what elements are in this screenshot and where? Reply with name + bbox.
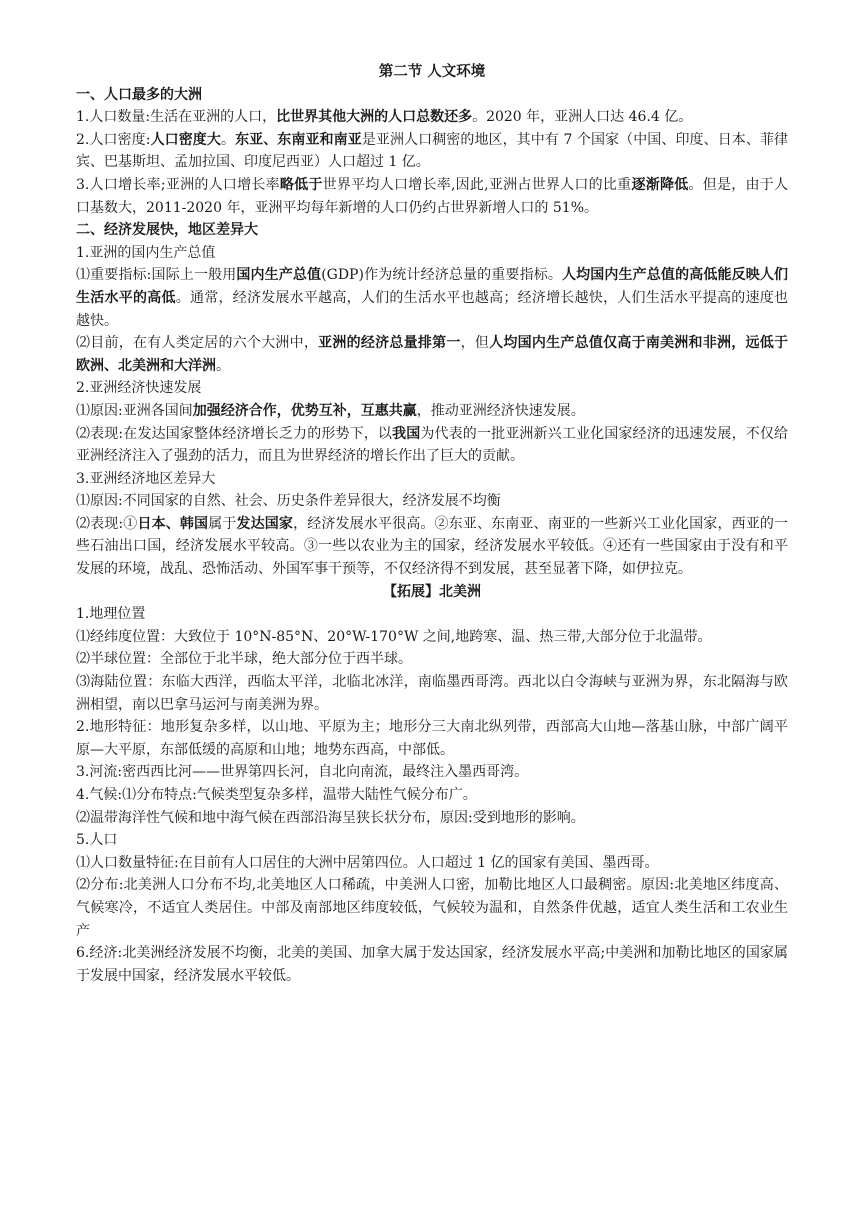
paragraph [76, 129, 788, 174]
paragraph: 3.河流:密西西比河——世界第四长河，自北向南流，最终注入墨西哥湾。 [76, 764, 529, 781]
body-text: 。通常，经济发展水平越高，人们的生活水平也越高；经济增长越快，人们生活水平提高的速度也越快。 [76, 289, 789, 329]
key-point-text: 人均国内生产总值仅高于南美洲和非洲，远低于欧洲、北美洲和大洋洲 [76, 335, 789, 374]
body-text: 1.人口数量:生活在亚洲的人口， [76, 109, 277, 126]
body-text: ，但 [460, 335, 490, 352]
paragraph: 2.地形特征：地形复杂多样，以山地、平原为主；地形分三大南北纵列带，西部高大山地—落基山脉，中部广阔平原—大平原，东部低缓的高原和山地；地势东西高，中部低。 [76, 719, 788, 758]
paragraph [76, 400, 788, 423]
key-point-text: 亚洲的经济总量排第一 [318, 335, 461, 352]
key-point-text: 加强经济合作，优势互补，互惠共赢 [192, 402, 417, 419]
body-text: 2.人口密度: [76, 131, 151, 148]
body-text: 。但是，由于人口基数大，2011-2020 年，亚洲平均每年新增的人口仍约占世界新增人口的 51%。 [76, 176, 789, 216]
paragraph [76, 513, 788, 581]
paragraph: ⑴经纬度位置：大致位于 10°N-85°N、20°W-170°W 之间,地跨寒、温、热三带,大部分位于北温带。 [76, 628, 712, 645]
body-text: ⑵目前，在有人类定居的六个大洲中， [76, 335, 319, 352]
section-body [76, 106, 788, 219]
key-point-text: 略低于 [279, 176, 323, 193]
section-economy [76, 219, 788, 581]
page-title: 第二节 人文环境 [378, 63, 486, 80]
paragraph: 1.地理位置 [76, 606, 146, 623]
paragraph: ⑵温带海洋性气候和地中海气候在西部沿海呈狭长状分布，原因:受到地形的影响。 [76, 809, 585, 826]
extension-section [76, 581, 788, 988]
paragraph: ⑵半球位置：全部位于北半球，绝大部分位于西半球。 [76, 651, 412, 668]
key-point-text: 我国 [392, 425, 421, 442]
section-heading: 二、经济发展快，地区差异大 [76, 222, 258, 239]
extension-body [76, 603, 788, 987]
paragraph [76, 106, 788, 129]
body-text: 2.亚洲经济快速发展 [76, 380, 202, 397]
body-text: 1.亚洲的国内生产总值 [76, 244, 216, 261]
paragraph [76, 423, 788, 468]
body-text: 为代表的一批亚洲新兴工业化国家经济的迅速发展，不仅给亚洲经济注入了强劲的活力，而且为世界经济的增长作出了巨大的贡献。 [76, 425, 789, 465]
body-text: ⑴重要指标:国际上一般用 [76, 267, 237, 284]
body-text: 3.亚洲经济地区差异大 [76, 470, 216, 487]
paragraph: ⑵分布:北美洲人口分布不均,北美地区人口稀疏，中美洲人口密，加勒比地区人口最稠密。原因:北美地区纬度高、气候寒冷，不适宜人类居住。中部及南部地区纬度较低，气候较为温和，自然条件优越，适宜人类生活和工农业生产 [76, 877, 788, 939]
body-text: 世界平均人口增长率,因此,亚洲占世界人口的比重 [322, 176, 632, 193]
key-point-text: 比世界其他大洲的人口总数还多 [276, 109, 473, 126]
key-point-text: 逐渐降低 [631, 176, 689, 193]
paragraph: ⑶海陆位置：东临大西洋，西临太平洋，北临北冰洋，南临墨西哥湾。西北以白令海峡与亚洲为界，东北隔海与欧洲相望，南以巴拿马运河与南美洲为界。 [76, 674, 788, 713]
body-text: (GDP)作为统计经济总量的重要指标。 [321, 267, 562, 284]
paragraph [76, 264, 788, 332]
paragraph: 5.人口 [76, 832, 118, 849]
key-point-text: 人口密度大 [150, 131, 221, 148]
section-body [76, 242, 788, 581]
section-population [76, 84, 788, 220]
key-point-text: 东亚、东南亚和南亚 [235, 131, 362, 148]
body-text: ⑵表现:① [76, 515, 138, 532]
body-text: ，经济发展水平很高。②东亚、东南亚、南亚的一些新兴工业化国家，西亚的一些石油出口国，经济发展水平较高。③一些以农业为主的国家，经济发展水平较低。④还有一些国家由于没有和平发展的环境，战乱、恐怖活动、外国军事干预等，不仅经济得不到发展，甚至显著下降，如伊拉克。 [76, 515, 789, 578]
document-page [76, 61, 788, 987]
extension-heading: 【拓展】北美洲 [383, 583, 481, 600]
body-text: 属于 [208, 515, 237, 532]
body-text: 。 [216, 357, 230, 374]
paragraph [76, 174, 788, 219]
section-heading: 一、人口最多的大洲 [76, 86, 202, 103]
body-text: 是亚洲人口稠密的地区，其中有 7 个国家（中国、印度、日本、菲律宾、巴基斯坦、孟加拉国、印度尼西亚）人口超过 1 亿。 [76, 131, 789, 171]
paragraph [76, 377, 788, 400]
body-text: ⑴原因:亚洲各国间 [76, 402, 193, 419]
body-text: 。 [220, 131, 236, 148]
paragraph [76, 242, 788, 265]
paragraph [76, 332, 788, 377]
key-point-text: 人均国内生产总值的高低能反映人们生活水平的高低 [76, 267, 789, 306]
key-point-text: 国内生产总值 [236, 267, 322, 284]
body-text: ⑴原因:不同国家的自然、社会、历史条件差异很大，经济发展不均衡 [76, 493, 501, 510]
body-text: 。2020 年，亚洲人口达 46.4 亿。 [472, 109, 693, 126]
paragraph: 4.气候:⑴分布特点:气候类型复杂多样，温带大陆性气候分布广。 [76, 787, 477, 803]
paragraph [76, 490, 788, 513]
paragraph [76, 468, 788, 491]
body-text: ，推动亚洲经济快速发展。 [416, 402, 585, 419]
paragraph: ⑴人口数量特征:在目前有人口居住的大洲中居第四位。人口超过 1 亿的国家有美国、墨西哥。 [76, 854, 659, 871]
body-text: ⑵表现:在发达国家整体经济增长乏力的形势下，以 [76, 425, 393, 442]
paragraph: 6.经济:北美洲经济发展不均衡，北美的美国、加拿大属于发达国家，经济发展水平高;中美洲和加勒比地区的国家属于发展中国家，经济发展水平较低。 [76, 945, 788, 984]
body-text: 3.人口增长率;亚洲的人口增长率 [76, 176, 280, 193]
key-point-text: 发达国家 [236, 515, 294, 532]
key-point-text: 日本、韩国 [137, 515, 209, 532]
